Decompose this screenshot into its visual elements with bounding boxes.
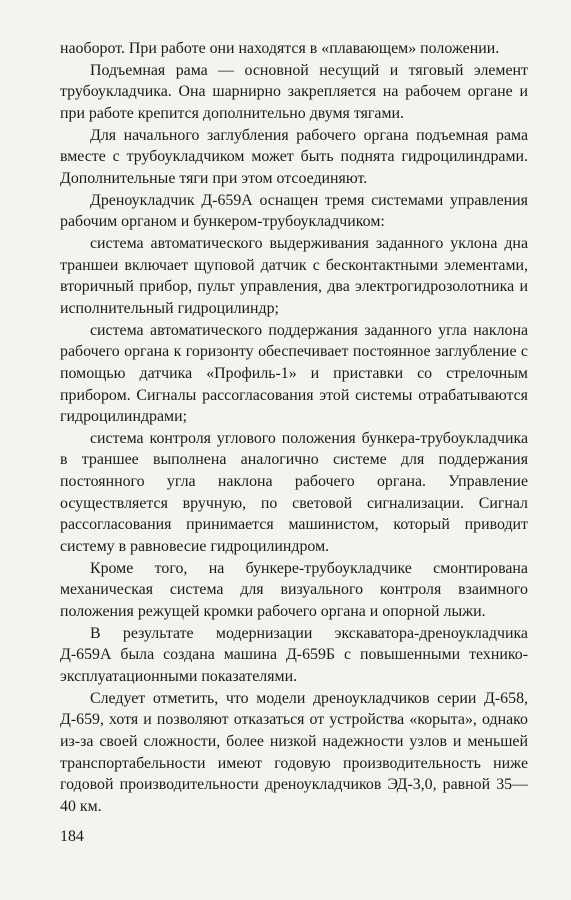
page-number: 184 xyxy=(60,828,84,845)
paragraph-7: система контроля углового положения бункера-трубоукладчика в траншее выполнена аналогично системе для поддержания постоянного угла наклона рабочего органа. Управление осуществляется вручную, по световой сигнализации. Сигнал рассогласования принимается машинистом, который приводит систему в равновесие гидроцилиндром. xyxy=(60,429,528,556)
paragraph-4: Дреноукладчик Д-659А оснащен тремя системами управления рабочим органом и бункером-трубоукладчиком: xyxy=(60,191,528,231)
paragraph-9: В результате модернизации экскаватора-дреноукладчика Д-659А была создана машина Д-659Б с повышенными технико-эксплуатационными показателями. xyxy=(60,624,528,686)
paragraph-3: Для начального заглубления рабочего органа подъемная рама вместе с трубоукладчиком может быть поднята гидроцилиндрами. Дополнительные тяги при этом отсоединяют. xyxy=(60,126,528,187)
paragraph-2: Подъемная рама — основной несущий и тяговый элемент трубоукладчика. Она шарнирно закрепляется на рабочем органе и при работе крепится дополнительно двумя тягами. xyxy=(60,61,528,122)
paragraph-5: система автоматического выдерживания заданного уклона дна траншеи включает щуповой датчик с бесконтактными элементами, вторичный прибор, пульт управления, два электрогидрозолотника и исполнительный гидроцилиндр; xyxy=(60,234,528,317)
paragraph-10: Следует отметить, что модели дреноукладчиков серии Д-658, Д-659, хотя и позволяют отказаться от устройства «корыта», однако из-за своей сложности, более низкой надежности узлов и меньшей транспортабельности имеют годовую производительность ниже годовой производительности дреноукладчиков ЭД-3,0, равной 35—40 км. xyxy=(60,689,528,815)
body-text xyxy=(60,38,528,818)
paragraph-1: наоборот. При работе они находятся в «плавающем» положении. xyxy=(60,40,500,57)
paragraph-6: система автоматического поддержания заданного угла наклона рабочего органа к горизонту обеспечивает постоянное заглубление с помощью датчика «Профиль-1» и приставки со стрелочным прибором. Сигналы рассогласования этой системы отрабатываются гидроцилиндрами; xyxy=(60,321,528,426)
paragraph-8: Кроме того, на бункере-трубоукладчике смонтирована механическая система для визуального контроля взаимного положения режущей кромки рабочего органа и опорной лыжи. xyxy=(60,559,528,621)
